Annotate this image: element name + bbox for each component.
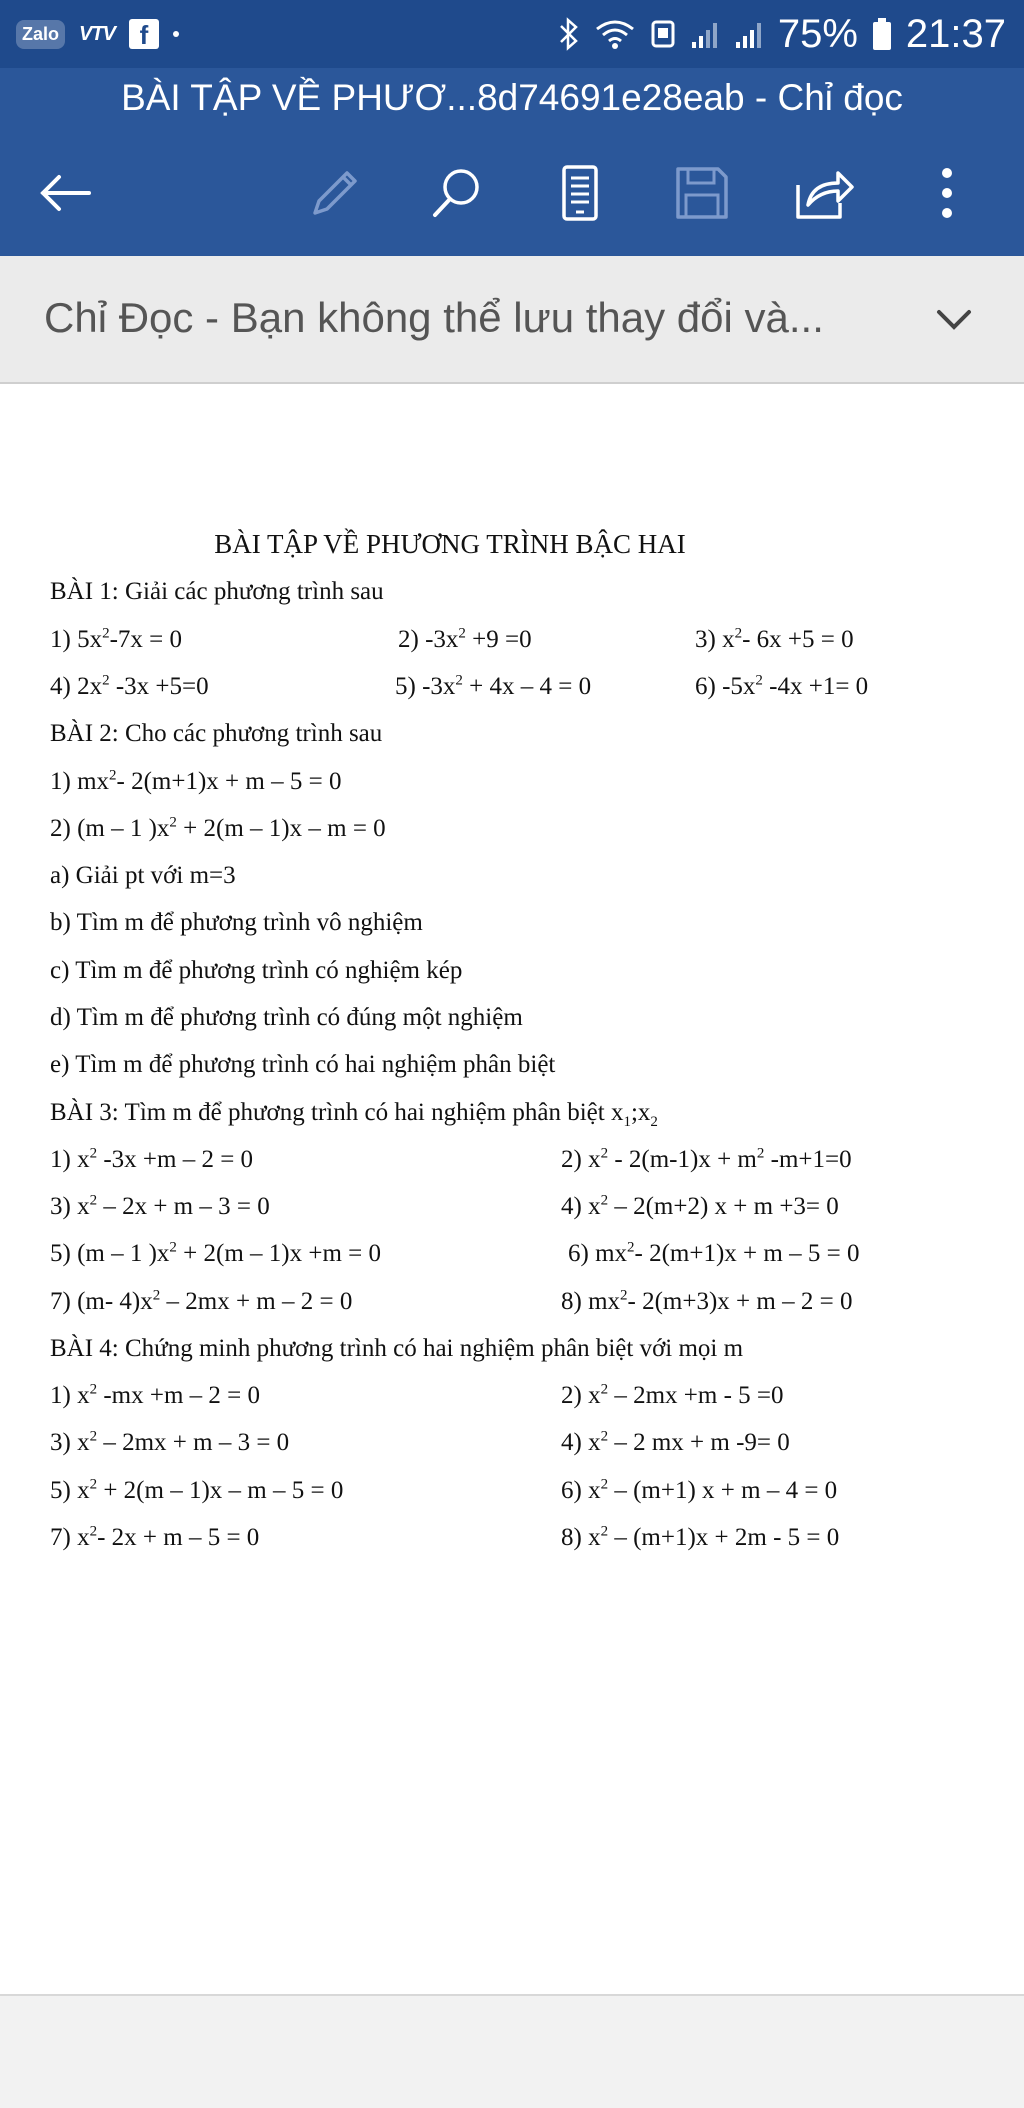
more-options-button[interactable] [912, 158, 982, 228]
bai3-item-8: 8) $mx^2-$ 2(m+3)x + m – 2 = 0 [561, 1287, 853, 1315]
clock: 21:37 [905, 12, 1006, 56]
bai4-item-7: 7) $x^2-$ 2x + m – 5 = 0 [50, 1523, 260, 1551]
bottom-bar [0, 1994, 1024, 2108]
bai1-item-3: 3) $x^2-$ 6x +5 = 0 [695, 625, 854, 653]
mobile-view-icon [558, 164, 602, 222]
bai4-heading: BÀI 4: Chứng minh phương trình có hai nghiệm phân biệt với mọi m [50, 1335, 744, 1362]
wifi-icon [594, 17, 636, 51]
bluetooth-icon [558, 17, 580, 51]
doc-heading: BÀI TẬP VỀ PHƯƠNG TRÌNH BẬC HAI [214, 529, 686, 559]
system-status [558, 10, 1006, 58]
save-icon [674, 165, 730, 221]
battery-percent: 75% [777, 12, 858, 56]
bai4-item-5: 5) $x^2 + 2(m - 1)x - m - 5 = 0$ [50, 1476, 344, 1504]
save-button[interactable] [667, 158, 737, 228]
bai3-item-5: 5) (m – 1 )$x^2 + 2(m - 1)x +m = 0$ [50, 1239, 382, 1267]
bai2-part-a: a) Giải pt với m=3 [50, 862, 236, 889]
bai2-part-b: b) Tìm m để phương trình vô nghiệm [50, 909, 423, 936]
bai4-item-1: 1) $x^2$ -mx +m – 2 = 0 [50, 1381, 260, 1409]
notification-icons [16, 14, 179, 54]
pencil-icon [307, 165, 363, 221]
bai1-heading: BÀI 1: Giải các phương trình sau [50, 578, 384, 605]
bai4-item-2: 2) $x^2 - 2mx +m - 5 =0$ [561, 1381, 784, 1409]
bai2-eq-1: 1) $mx^2-$ 2(m+1)x + m – 5 = 0 [50, 767, 342, 795]
bai2-part-d: d) Tìm m để phương trình có đúng một nghiệm [50, 1004, 523, 1031]
data-saver-icon [650, 18, 676, 50]
read-only-banner[interactable] [0, 256, 1024, 384]
bai2-part-c: c) Tìm m để phương trình có nghiệm kép [50, 957, 463, 984]
bai3-item-6: 6) $mx^2-$ 2(m+1)x + m – 5 = 0 [568, 1239, 860, 1267]
zalo-icon: Zalo [16, 20, 65, 49]
bai2-eq-2: 2) (m – 1 )$x^2 + 2(m - 1)x - m = 0$ [50, 814, 386, 842]
search-icon [429, 165, 485, 221]
bai1-item-2: 2) $-3x^2 +9 =0$ [398, 625, 532, 653]
bai3-item-4: 4) $x^2 - 2(m+2) x + m +3= 0$ [561, 1192, 839, 1220]
bai1-item-1: 1) $5x^2-7x = 0$ [50, 625, 183, 653]
bai2-part-e: e) Tìm m để phương trình có hai nghiệm phân biệt [50, 1051, 556, 1078]
expand-banner-button[interactable] [924, 290, 984, 350]
signal-2-icon [734, 18, 764, 50]
facebook-icon: f [129, 19, 159, 49]
back-button[interactable] [30, 158, 100, 228]
battery-icon [872, 17, 892, 51]
search-button[interactable] [422, 158, 492, 228]
read-only-message: Chỉ Đọc - Bạn không thể lưu thay đổi và... [44, 294, 824, 341]
document-page [0, 384, 1024, 1994]
bai4-item-8: 8) $x^2 - (m+1)x + 2m - 5 = 0$ [561, 1523, 840, 1551]
more-notifications-icon [173, 31, 179, 37]
bai3-item-2: 2) $x^2 - 2(m-1)x + m^2$ -m+1=0 [561, 1145, 852, 1173]
bai2-heading: BÀI 2: Cho các phương trình sau [50, 720, 383, 747]
bai4-item-4: 4) $x^2 - 2$ mx + m -9= 0 [561, 1428, 790, 1456]
signal-1-icon [690, 18, 720, 50]
bai1-item-6: 6) $-5x^2$ -4x +1= 0 [695, 672, 869, 700]
share-button[interactable] [789, 158, 859, 228]
bai3-item-7: 7) (m- $4)x^2 - 2mx + m - 2 = 0$ [50, 1287, 353, 1315]
vtv-icon: VTV [79, 22, 115, 45]
arrow-left-icon [37, 171, 93, 215]
more-vertical-icon [937, 165, 957, 221]
share-icon [794, 165, 854, 221]
bai1-item-5: 5) $-3x^2 + 4x - 4 = 0$ [395, 672, 592, 700]
edit-button[interactable] [300, 158, 370, 228]
bai3-item-1: 1) $x^2$ -3x +m – 2 = 0 [50, 1145, 254, 1173]
bai3-item-3: 3) $x^2 - 2x + m - 3 = 0$ [50, 1192, 270, 1220]
status-bar [0, 0, 1024, 68]
bai4-item-6: 6) $x^2 - (m+1) x + m - 4 = 0$ [561, 1476, 838, 1504]
bai1-item-4: 4) $2x^2$ -3x +5=0 [50, 672, 209, 700]
document-title: BÀI TẬP VỀ PHƯƠ...8d74691e28eab - Chỉ đọc [0, 68, 1024, 128]
bai3-heading: BÀI 3: Tìm m để phương trình có hai nghiệm phân biệt $x_1;x_2$ [50, 1099, 658, 1130]
bai4-item-3: 3) $x^2 - 2mx + m - 3 = 0$ [50, 1428, 290, 1456]
reading-view-button[interactable] [545, 158, 615, 228]
toolbar [0, 128, 1024, 256]
chevron-down-icon [936, 309, 972, 331]
